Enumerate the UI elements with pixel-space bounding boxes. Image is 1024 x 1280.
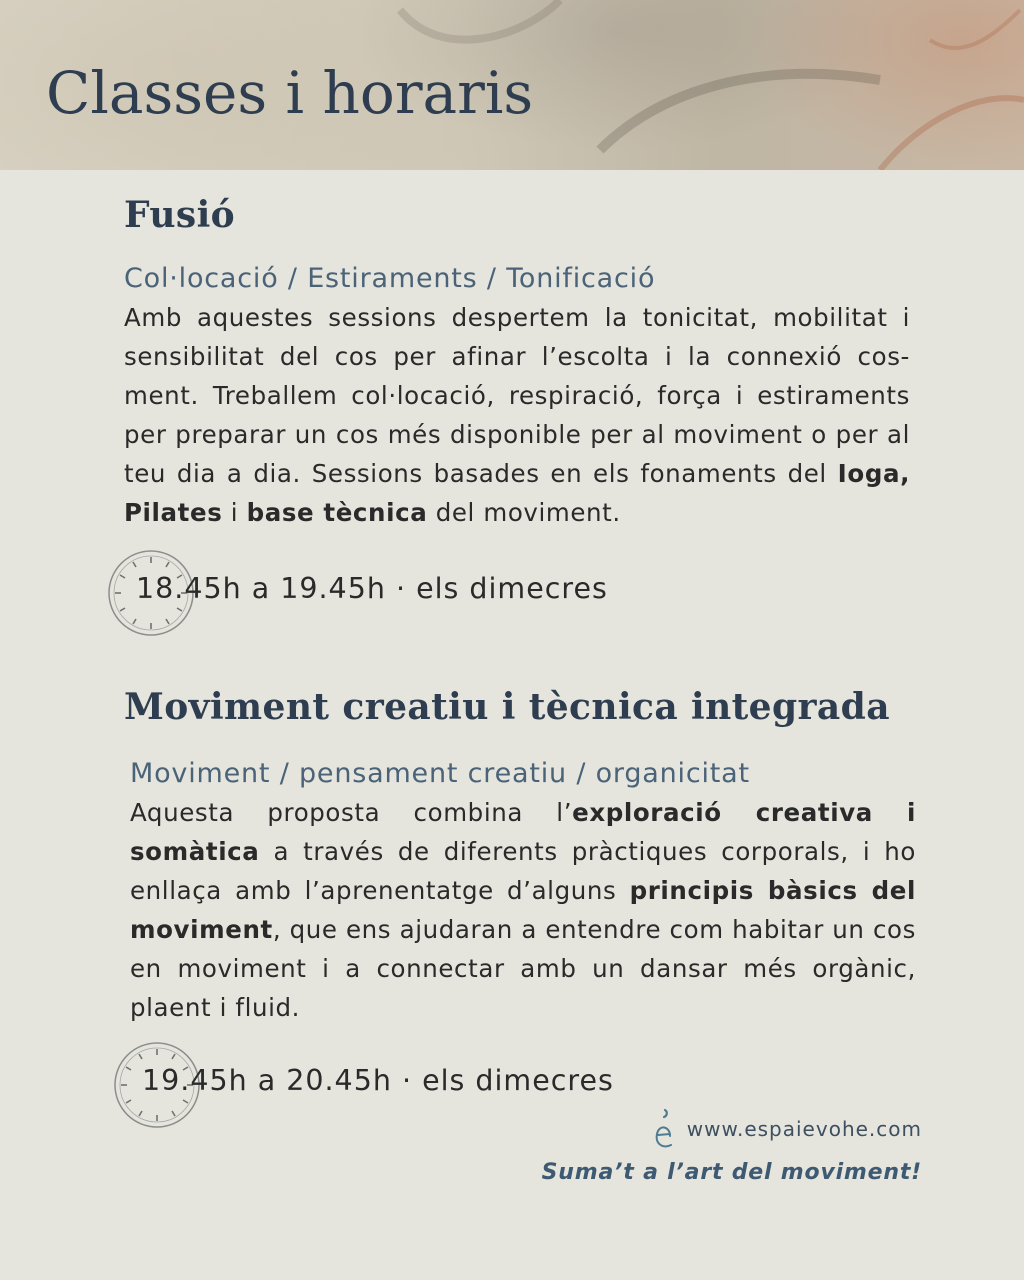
description-text: Aquesta proposta combina l’ [130, 798, 573, 828]
class-subtitle: Moviment / pensament creatiu / organicitat [130, 758, 750, 789]
website-link[interactable]: www.espaievohe.com [686, 1117, 922, 1141]
page-title: Classes i horaris [46, 59, 534, 127]
description-bold: Ioga, Pilates [124, 459, 910, 528]
footer [542, 1106, 922, 1185]
tagline: Suma’t a l’art del moviment! [541, 1160, 922, 1185]
class-section-fusio [124, 194, 910, 532]
class-description [130, 793, 916, 1027]
description-text: Amb aquestes sessions despertem la tonicitat, mobilitat i sensibilitat del cos per afinar l’escolta i la connexió cos-ment. Treballem col·locació, respiració, força i estiraments per preparar un cos més disponible per al moviment o per al teu dia a dia. Sessions basades en els fonaments del [124, 303, 910, 489]
espai-evohe-logo-icon [651, 1106, 677, 1152]
description-text: , que ens ajudaran a entendre com habitar un cos en moviment i a connectar amb un dansar més orgànic, plaent i fluid. [130, 915, 916, 1023]
website-line [542, 1106, 922, 1152]
class-title: Moviment creatiu i tècnica integrada [124, 686, 890, 728]
class-description [124, 298, 910, 532]
class-section-moviment-creatiu [124, 686, 924, 729]
description-bold: base tècnica [246, 498, 428, 528]
description-text: a través de diferents pràctiques corporals, i ho enllaça amb l’aprenentatge d’alguns [130, 837, 916, 906]
schedule-text: 19.45h a 20.45h · els dimecres [142, 1064, 614, 1097]
class-schedule [106, 548, 706, 638]
class-subtitle: Col·locació / Estiraments / Tonificació [124, 263, 656, 295]
description-bold: principis bàsics del moviment [130, 876, 916, 945]
class-section-moviment-creatiu-body [130, 756, 916, 1027]
header-banner [0, 0, 1024, 170]
description-bold: exploració creativa i somàtica [130, 798, 916, 867]
description-text: del moviment. [427, 498, 621, 528]
schedule-text: 18.45h a 19.45h · els dimecres [136, 572, 608, 605]
class-title: Fusió [124, 194, 236, 236]
description-text: i [222, 498, 247, 528]
